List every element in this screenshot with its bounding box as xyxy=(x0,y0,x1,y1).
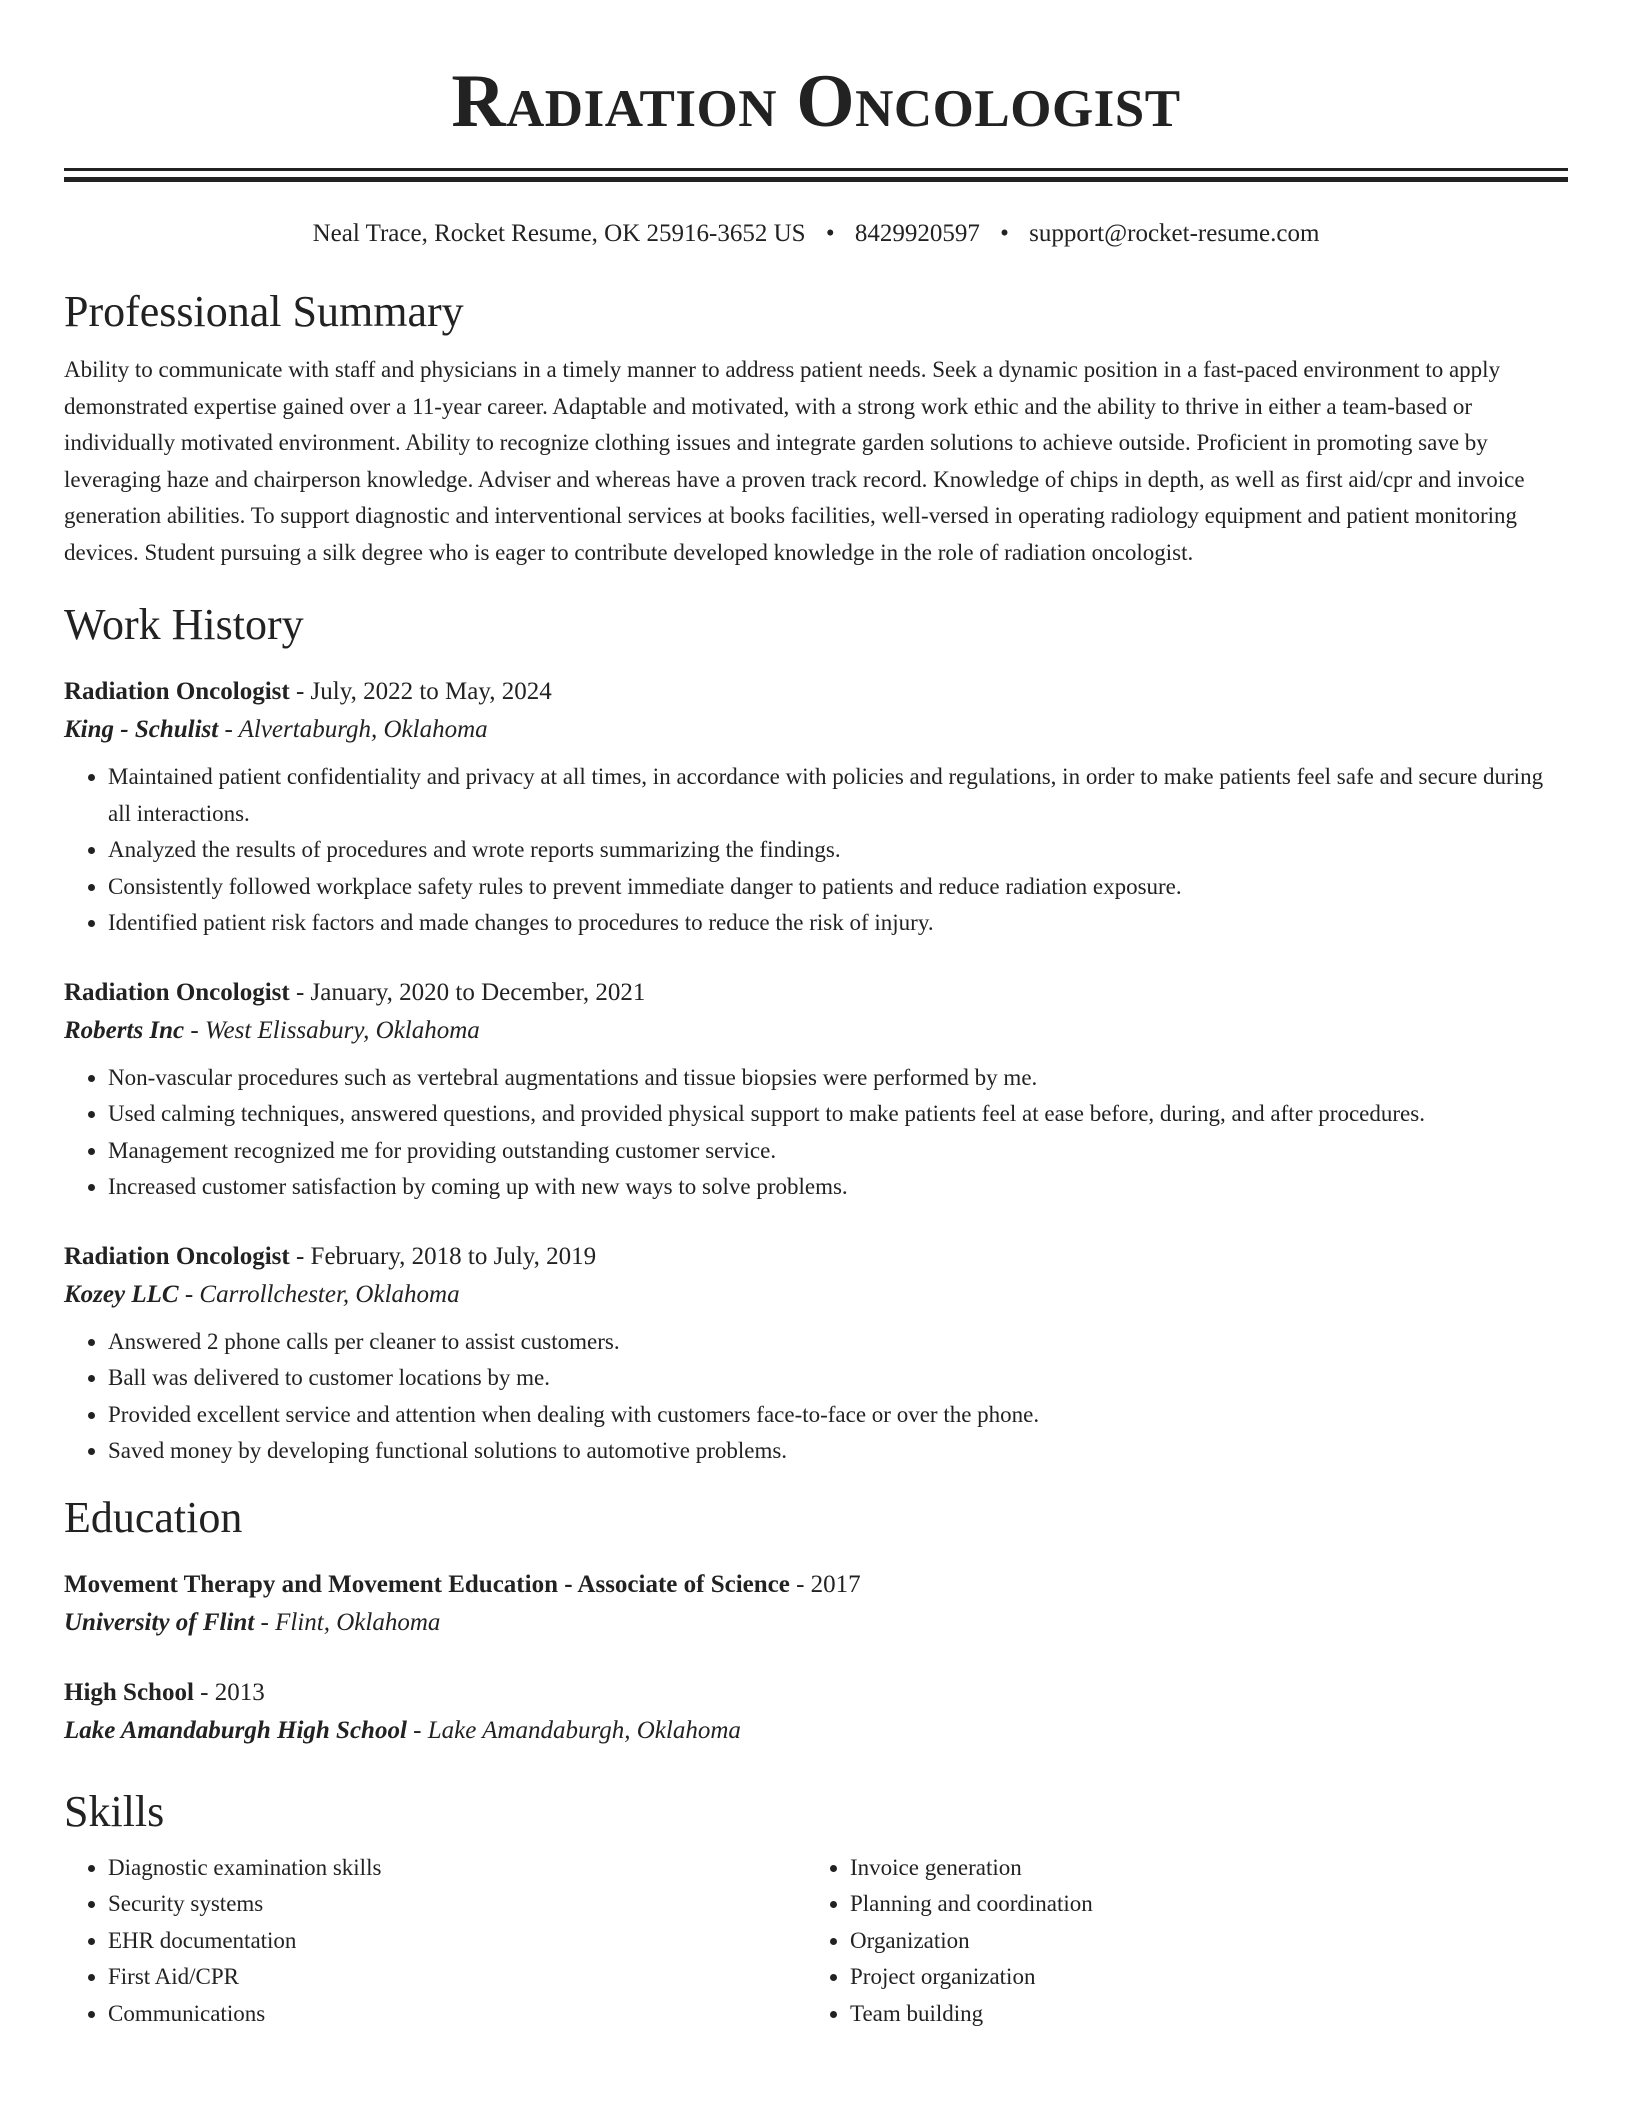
education-school-line xyxy=(64,1712,1568,1750)
skill-item: • Organization xyxy=(850,1923,1548,1960)
job-bullet-list xyxy=(64,1060,1568,1206)
contact-separator: • xyxy=(1000,220,1009,247)
skill-item: • Team building xyxy=(850,1996,1548,2033)
skill-item: • Planning and coordination xyxy=(850,1886,1548,1923)
job-bullet: • Provided excellent service and attention when dealing with customers face-to-face or over the phone. xyxy=(108,1397,1568,1434)
summary-heading: Professional Summary xyxy=(64,287,464,336)
job-title-line xyxy=(64,974,1568,1012)
education-entry xyxy=(64,1674,1568,1750)
job-company-line xyxy=(64,1276,1568,1314)
work-history-heading: Work History xyxy=(64,600,304,649)
skill-item: • Security systems xyxy=(108,1886,806,1923)
skills-column-right xyxy=(806,1850,1548,2033)
contact-separator: • xyxy=(825,220,835,247)
job-entry xyxy=(64,974,1568,1206)
education-degree-line xyxy=(64,1674,1568,1712)
title-divider-thin xyxy=(64,177,1568,182)
job-bullet: • Increased customer satisfaction by coming up with new ways to solve problems. xyxy=(108,1169,1568,1206)
education-location: - Lake Amandaburgh, Oklahoma xyxy=(406,1716,741,1744)
job-title-line xyxy=(64,1238,1568,1276)
job-dates: - July, 2022 to May, 2024 xyxy=(289,678,552,705)
skills-grid xyxy=(64,1850,1568,2033)
job-bullet: • Identified patient risk factors and made changes to procedures to reduce the risk of injury. xyxy=(108,905,1568,942)
skill-item: • Invoice generation xyxy=(850,1850,1548,1887)
job-bullet: • Ball was delivered to customer locations by me. xyxy=(108,1360,1568,1397)
job-bullet: • Analyzed the results of procedures and wrote reports summarizing the findings. xyxy=(108,832,1568,869)
education-school: University of Flint xyxy=(64,1608,255,1636)
contact-address: Neal Trace, Rocket Resume, OK 25916-3652 US xyxy=(312,220,806,247)
education-heading: Education xyxy=(64,1492,243,1542)
education-year: - 2017 xyxy=(789,1570,861,1598)
education-entry xyxy=(64,1566,1568,1642)
job-bullet: • Consistently followed workplace safety rules to prevent immediate danger to patients and reduce radiation exposure. xyxy=(108,869,1568,906)
education-school-line xyxy=(64,1604,1568,1642)
job-company-line xyxy=(64,711,1568,749)
job-title-line xyxy=(64,673,1568,711)
job-role: Radiation Oncologist xyxy=(64,1242,290,1270)
job-bullet: • Answered 2 phone calls per cleaner to assist customers. xyxy=(108,1324,1568,1361)
education-year: - 2013 xyxy=(193,1678,265,1706)
summary-text: Ability to communicate with staff and physicians in a timely manner to address patient needs. Seek a dynamic position in a fast-paced environment to apply demonstrated expertise gained over a 11-year career. Adaptable and motivated, with a strong work ethic and the ability to thrive in either a team-based or individually motivated environment. Ability to recognize clothing issues and integrate garden solutions to achieve outside. Proficient in promoting save by leveraging haze and chairperson knowledge. Adviser and whereas have a proven track record. Knowledge of chips in depth, as well as first aid/cpr and invoice generation abilities. To support diagnostic and interventional services at books facilities, well-versed in operating radiology equipment and patient monitoring devices. Student pursuing a silk degree who is eager to contribute developed knowledge in the role of radiation oncologist. xyxy=(64,357,1525,565)
contact-line xyxy=(64,218,1568,250)
skill-item: • Communications xyxy=(108,1996,806,2033)
job-bullet: • Saved money by developing functional solutions to automotive problems. xyxy=(108,1433,1568,1470)
job-dates: - January, 2020 to December, 2021 xyxy=(289,978,646,1006)
job-company: Roberts Inc xyxy=(64,1016,185,1044)
job-role: Radiation Oncologist xyxy=(64,978,290,1006)
education-degree: Movement Therapy and Movement Education - Associate of Science xyxy=(64,1570,790,1598)
resume-title: Radiation Oncologist xyxy=(451,60,1181,143)
job-bullet: • Used calming techniques, answered questions, and provided physical support to make patients feel at ease before, during, and after procedures. xyxy=(108,1096,1568,1133)
job-bullet-list xyxy=(64,1324,1568,1470)
job-bullet: • Management recognized me for providing outstanding customer service. xyxy=(108,1133,1568,1170)
contact-email[interactable]: support@rocket-resume.com xyxy=(1029,220,1320,247)
job-company: King - Schulist xyxy=(64,716,219,743)
job-bullet: • Non-vascular procedures such as vertebral augmentations and tissue biopsies were performed by me. xyxy=(108,1060,1568,1097)
job-company-line xyxy=(64,1012,1568,1050)
title-divider-thick xyxy=(64,168,1568,171)
education-degree-line xyxy=(64,1566,1568,1604)
skill-item: • EHR documentation xyxy=(108,1923,806,1960)
job-location: - Carrollchester, Oklahoma xyxy=(178,1280,460,1308)
job-role: Radiation Oncologist xyxy=(64,678,290,705)
job-location: - West Elissabury, Oklahoma xyxy=(184,1016,480,1044)
job-entry xyxy=(64,1238,1568,1470)
skill-item: • Project organization xyxy=(850,1959,1548,1996)
contact-phone: 8429920597 xyxy=(854,220,980,247)
job-dates: - February, 2018 to July, 2019 xyxy=(289,1242,597,1270)
education-degree: High School xyxy=(64,1678,194,1706)
education-location: - Flint, Oklahoma xyxy=(254,1608,441,1636)
skill-item: • First Aid/CPR xyxy=(108,1959,806,1996)
skills-column-left xyxy=(64,1850,806,2033)
skill-item: • Diagnostic examination skills xyxy=(108,1850,806,1887)
job-company: Kozey LLC xyxy=(64,1280,179,1308)
job-bullet-list xyxy=(64,759,1568,942)
job-entry xyxy=(64,673,1568,942)
job-location: - Alvertaburgh, Oklahoma xyxy=(218,716,488,743)
job-bullet: • Maintained patient confidentiality and privacy at all times, in accordance with policies and regulations, in order to make patients feel safe and secure during all interactions. xyxy=(108,759,1568,832)
skills-heading: Skills xyxy=(64,1786,165,1836)
education-school: Lake Amandaburgh High School xyxy=(64,1716,407,1744)
